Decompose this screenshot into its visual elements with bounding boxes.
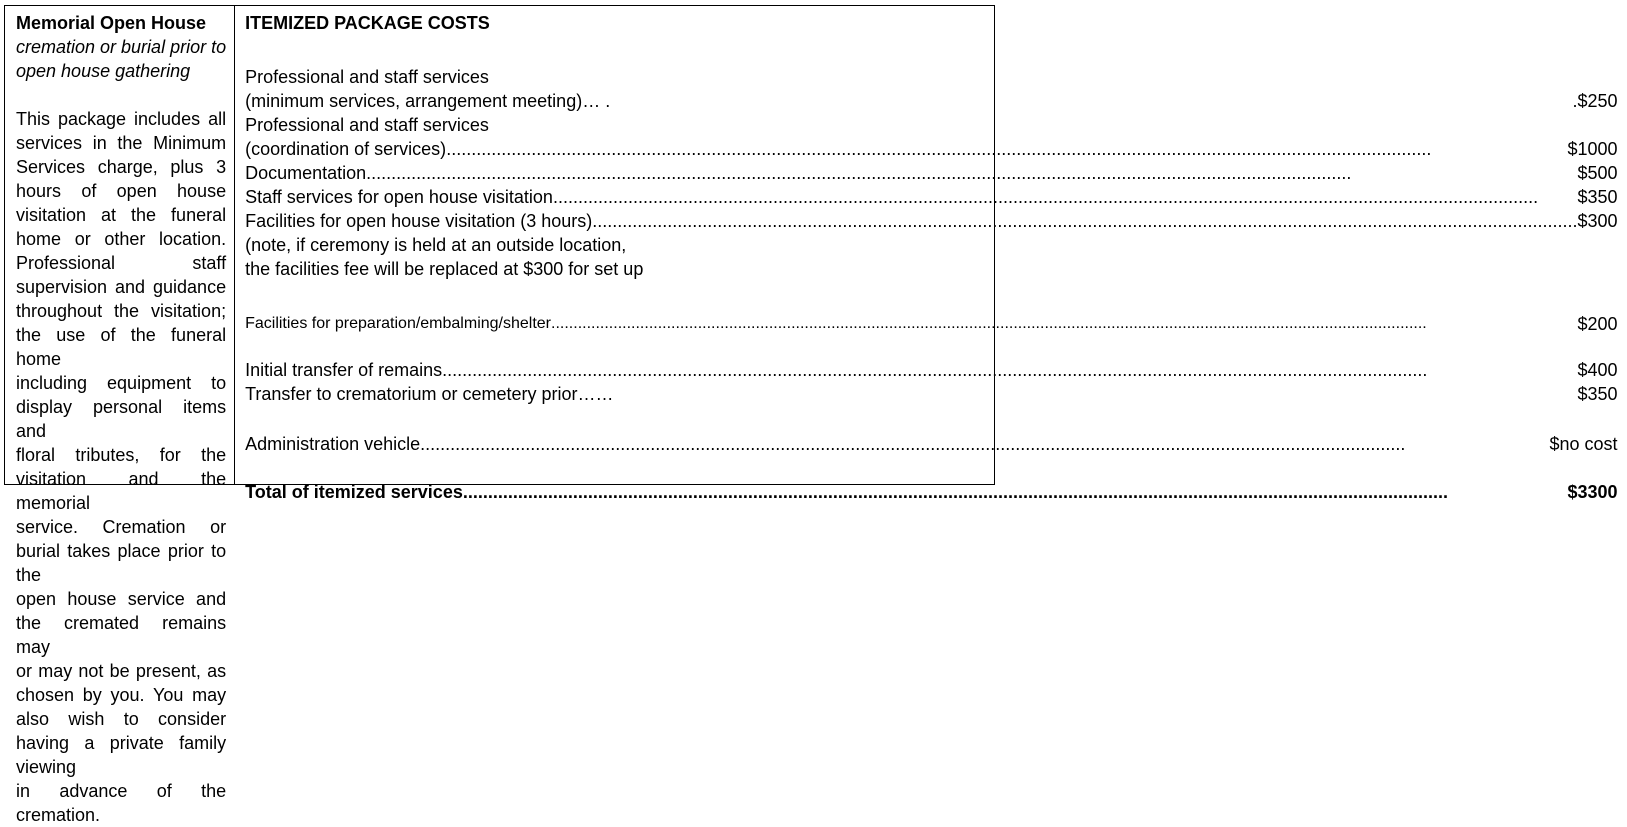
item-price: .$250 [1572, 91, 1618, 111]
description-line: floral tributes, for the visitation and the memorial [16, 445, 227, 513]
item-label: Initial transfer of remains [245, 360, 443, 380]
item-price: $1000 [1567, 139, 1618, 159]
package-description-column [5, 6, 235, 825]
description-line: also wish to consider having a private family viewing [16, 709, 227, 777]
item-price: $350 [1577, 187, 1618, 207]
item-label: Staff services for open house visitation [245, 187, 553, 207]
item-crematorium-transfer-row [245, 382, 1617, 406]
total-label: Total of itemized services [245, 482, 463, 502]
item-label: (coordination of services) [245, 139, 447, 159]
item-price: $350 [1577, 384, 1618, 404]
description-line: visitation at the funeral home or other location. [16, 205, 227, 249]
item-facilities-visitation-row [245, 209, 1617, 233]
description-line: This package includes all services in the Minimum [16, 109, 227, 153]
item-label: Facilities for open house visitation (3 hours) [245, 211, 593, 231]
description-line: including equipment to display personal items and [16, 373, 227, 441]
item-label: Transfer to crematorium or cemetery prior…… [245, 384, 614, 404]
item-label: Documentation [245, 163, 367, 183]
item-label: (minimum services, arrangement meeting)… . [245, 91, 611, 111]
item-coordination-label: Professional and staff services [245, 115, 489, 135]
item-price: $500 [1577, 163, 1618, 183]
package-description [16, 107, 226, 827]
package-subtitle-line-1: cremation or burial prior to [16, 37, 227, 57]
item-documentation-row [245, 161, 1617, 185]
item-price: $no cost [1549, 434, 1618, 454]
description-line: in advance of the cremation. [16, 781, 227, 825]
total-price: $3300 [1567, 482, 1618, 502]
description-line: Services charge, plus 3 hours of open house [16, 157, 227, 201]
description-line: or may not be present, as chosen by you. You may [16, 661, 227, 705]
item-initial-transfer-row [245, 358, 1617, 382]
total-itemized-services-row [245, 480, 1617, 504]
itemized-costs-title: ITEMIZED PACKAGE COSTS [245, 13, 490, 33]
item-label: Administration vehicle [245, 434, 421, 454]
description-line: Professional staff supervision and guidance [16, 253, 227, 297]
item-staff-visitation-row [245, 185, 1617, 209]
package-title: Memorial Open House [16, 13, 207, 33]
item-price: $200 [1577, 314, 1618, 334]
description-line: throughout the visitation; the use of the funeral home [16, 301, 227, 369]
item-administration-vehicle-row [245, 432, 1617, 456]
facilities-note-line-2: the facilities fee will be replaced at $300 for set up [245, 259, 644, 279]
description-line: service. Cremation or burial takes place prior to the [16, 517, 227, 585]
package-table [4, 5, 1618, 825]
item-coordination-row [245, 137, 1617, 161]
description-line: open house service and the cremated remains may [16, 589, 227, 657]
item-price: $300 [1577, 211, 1618, 231]
item-price: $400 [1577, 360, 1618, 380]
item-preparation-row [245, 312, 1617, 336]
item-label: Facilities for preparation/embalming/shelter [245, 315, 552, 332]
facilities-note-line-1: (note, if ceremony is held at an outside location, [245, 235, 627, 255]
itemized-costs-column [235, 6, 1626, 502]
package-subtitle-line-2: open house gathering [16, 61, 191, 81]
item-professional-services-row [245, 89, 1617, 113]
item-professional-services-label: Professional and staff services [245, 67, 489, 87]
